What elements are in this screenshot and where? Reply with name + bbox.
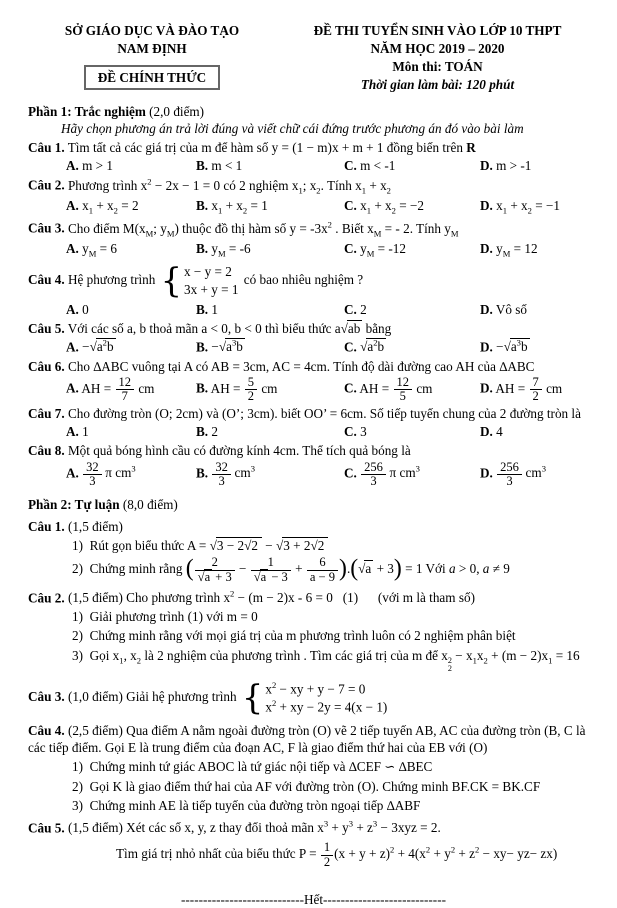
p2-line — [28, 819, 599, 837]
option-letter: A. — [66, 301, 79, 317]
option-value: AH = $\frac{12}{7}$ cm — [81, 374, 155, 403]
option — [196, 338, 344, 356]
option — [66, 461, 196, 488]
part2-heading-bold: Phần 2: Tự luận — [28, 496, 120, 512]
option — [196, 197, 344, 217]
option-value: $\frac{256}{3}$ $cm^3$ — [496, 465, 546, 480]
option — [66, 338, 196, 356]
option-letter: C. — [344, 241, 357, 257]
question — [28, 176, 599, 217]
option — [344, 338, 480, 356]
subject-line: Môn thi: TOÁN — [392, 59, 483, 75]
question-label: Câu 3. — [28, 220, 65, 236]
question-text: Cho đường tròn (O; 2cm) và (O’; 3cm). biết OO’ = 6cm. Số tiếp tuyến chung của 2 đường tròn là — [67, 406, 581, 422]
option-value: 1 — [211, 301, 218, 317]
part1-heading-rest: (2,0 điểm) — [145, 103, 205, 119]
options-row — [66, 157, 599, 174]
question-line — [28, 139, 599, 156]
option — [344, 461, 480, 488]
option-letter: B. — [196, 465, 209, 481]
option-letter: A. — [66, 424, 79, 440]
option-value: $x_1 + x_2 = 2$ — [82, 198, 139, 217]
option — [196, 240, 344, 260]
option-value: m > -1 — [496, 158, 532, 174]
option-value: $x_1 + x_2 = -1$ — [496, 198, 560, 217]
option — [480, 157, 599, 174]
question-label: Câu 1. — [28, 139, 65, 155]
p2-line — [72, 758, 599, 775]
question-text: Phương trình $x^2 - 2x - 1 = 0$ có 2 nghiệm $x_1$; $x_2$. Tính $x_1 + x_2$ — [67, 176, 391, 196]
p2-text: (2,5 điểm) Qua điểm A nằm ngoài đường tròn (O) vẽ 2 tiếp tuyến AB, AC của đường tròn (B, C là các tiếp điểm. Gọi E là trung điểm của đoạn AC, F là giao điểm thứ hai của EB với (O) — [28, 723, 586, 756]
option-value: AH = $\frac{5}{2}$ cm — [210, 374, 278, 403]
option-value: $x_1 + x_2 = -2$ — [360, 198, 424, 217]
option-value: 0 — [82, 301, 89, 317]
question-line — [28, 358, 599, 375]
part2-items — [28, 518, 599, 869]
option — [196, 301, 344, 318]
question-line — [28, 442, 599, 459]
question — [28, 139, 599, 174]
question-text: Tìm tất cả các giá trị của m để hàm số y = (1 − m)x + m + 1 đồng biến trên R — [67, 139, 476, 155]
official-exam-box: ĐỀ CHÍNH THỨC — [84, 65, 220, 90]
options-row — [66, 240, 599, 260]
question — [28, 358, 599, 404]
option-value: Vô số — [495, 301, 528, 317]
option-value: $\frac{32}{3}$ π $cm^3$ — [82, 465, 136, 480]
question — [28, 442, 599, 488]
option-letter: C. — [344, 301, 357, 317]
p2-label: Câu 3. — [28, 688, 65, 704]
option — [344, 301, 480, 318]
option-letter: C. — [344, 339, 357, 355]
p2-label: Câu 1. — [28, 519, 65, 535]
option-letter: A. — [66, 339, 79, 355]
option-letter: B. — [196, 424, 209, 440]
option — [480, 461, 599, 488]
question-text: Một quả bóng hình cầu có đường kính 4cm. Thể tích quả bóng là — [67, 443, 411, 459]
option-letter: A. — [66, 465, 79, 481]
option-letter: D. — [480, 198, 493, 214]
p2-text: 1) Rút gọn biểu thức A = √ 3 − 2 √ 2 − √ 3 + 2 √ 2 — [72, 538, 328, 553]
option-letter: C. — [344, 424, 357, 440]
option — [66, 301, 196, 318]
options-row — [66, 197, 599, 217]
option-value: $y_M = 12$ — [496, 241, 538, 260]
question — [28, 320, 599, 356]
department-location: NAM ĐỊNH — [117, 41, 187, 57]
option-value: √ $a^2b$ — [360, 339, 386, 354]
p2-text: (1,0 điểm) Giải hệ phương trình { $x^2$ − xy + y − 7 = 0 $x^2$ + xy − 2y = 4(x − 1) — [64, 677, 388, 717]
question-line — [28, 405, 599, 422]
option-letter: B. — [196, 198, 209, 214]
option-letter: A. — [66, 241, 79, 257]
duration-line: Thời gian làm bài: 120 phút — [360, 77, 515, 93]
question-text: Cho ∆ABC vuông tại A có AB = 3cm, AC = 4cm. Tính độ dài đường cao AH của ∆ABC — [67, 358, 535, 374]
options-row — [66, 301, 599, 318]
option-value: $y_M = -6$ — [211, 241, 251, 260]
option-value: − √ $a^3b$ — [211, 339, 244, 354]
p2-label: Câu 5. — [28, 820, 65, 836]
option — [344, 157, 480, 174]
option-letter: D. — [480, 339, 493, 355]
question — [28, 219, 599, 260]
option-letter: D. — [480, 158, 493, 174]
option-letter: C. — [344, 158, 357, 174]
p2-line — [72, 608, 599, 625]
part2-heading — [28, 496, 599, 513]
option-value: m > 1 — [82, 158, 114, 174]
option — [196, 423, 344, 440]
question-text: Hệ phương trình { x − y = 2 3x + y = 1 có bao nhiêu nghiệm ? — [67, 260, 364, 300]
option-letter: D. — [480, 301, 493, 317]
option-letter: C. — [344, 198, 357, 214]
p2-line — [28, 589, 599, 607]
option-letter: B. — [196, 158, 209, 174]
question-line — [28, 219, 599, 239]
p2-line — [72, 627, 599, 644]
option-letter: B. — [196, 339, 209, 355]
option-letter: B. — [196, 241, 209, 257]
question-text: Với các số a, b thoả mãn a < 0, b < 0 thì biểu thức a √ ab bằng — [68, 321, 392, 336]
question — [28, 405, 599, 440]
p2-text: 2) Chứng minh rằng với mọi giá trị của m phương trình luôn có 2 nghiệm phân biệt — [72, 628, 516, 644]
p2-text: 3) Gọi $x_1$, $x_2$ là 2 nghiệm của phương trình . Tìm các giá trị của m để x 2 2 − $x_1x_2 + (m - 2)x_1 = 16$ — [72, 647, 580, 674]
p2-line — [72, 797, 599, 814]
option — [480, 197, 599, 217]
option-value: 1 — [82, 424, 89, 440]
option-value: m < 1 — [211, 158, 243, 174]
option — [196, 157, 344, 174]
option-letter: D. — [480, 380, 493, 396]
option-value: AH = $\frac{12}{5}$ cm — [359, 374, 433, 403]
p2-text: 2) Gọi K là giao điểm thứ hai của AF với đường tròn (O). Chứng minh BF.CK = BK.CF — [72, 778, 541, 794]
part1-heading-bold: Phần 1: Trắc nghiệm — [28, 103, 146, 119]
p2-line — [28, 722, 599, 756]
option-value: $\frac{256}{3}$ π $cm^3$ — [360, 465, 420, 480]
header-right — [276, 22, 599, 95]
option — [344, 423, 480, 440]
p2-line — [72, 778, 599, 795]
options-row — [66, 461, 599, 488]
option — [480, 423, 599, 440]
questions-container — [28, 139, 599, 488]
p2-line — [28, 518, 599, 535]
options-row — [66, 376, 599, 403]
option-value: − √ $a^3b$ — [496, 339, 529, 354]
part2-heading-rest: (8,0 điểm) — [119, 496, 178, 512]
option-value: 2 — [211, 424, 218, 440]
department-name: SỞ GIÁO DỤC VÀ ĐÀO TẠO — [64, 23, 240, 38]
question — [28, 262, 599, 318]
option-value: m < -1 — [360, 158, 396, 174]
options-row — [66, 338, 599, 356]
exam-title: ĐỀ THI TUYỂN SINH VÀO LỚP 10 THPT — [313, 23, 562, 38]
part1-instruction: Hãy chọn phương án trả lời đúng và viết chữ cái đứng trước phương án đó vào bài làm — [61, 120, 524, 136]
header — [28, 22, 599, 95]
option-letter: C. — [344, 380, 357, 396]
option-value: $x_1 + x_2 = 1$ — [211, 198, 268, 217]
part1-heading — [28, 103, 599, 120]
option — [344, 376, 480, 403]
option — [196, 376, 344, 403]
option-value: $\frac{32}{3}$ $cm^3$ — [211, 465, 255, 480]
option — [66, 240, 196, 260]
option-letter: D. — [480, 424, 493, 440]
p2-line — [72, 556, 599, 583]
option-letter: A. — [66, 158, 79, 174]
option — [480, 338, 599, 356]
option — [66, 197, 196, 217]
header-left — [28, 22, 276, 95]
option-letter: A. — [66, 198, 79, 214]
p2-text: (1,5 điểm) — [64, 519, 123, 535]
option-letter: C. — [344, 465, 357, 481]
end-of-exam-line: ----------------------------Hết---------------------------- — [181, 891, 446, 907]
question-label: Câu 8. — [28, 443, 65, 459]
option-value: − √ $a^2b$ — [82, 339, 115, 354]
question-label: Câu 5. — [28, 320, 65, 336]
question-line — [28, 262, 599, 300]
option-letter: D. — [480, 465, 493, 481]
option-value: 4 — [496, 424, 503, 440]
question-label: Câu 2. — [28, 177, 65, 193]
option-value: 2 — [360, 301, 367, 317]
option-letter: B. — [196, 301, 209, 317]
p2-line — [28, 679, 599, 717]
p2-label: Câu 2. — [28, 590, 65, 606]
p2-text: 3) Chứng minh AE là tiếp tuyến của đường tròn ngoại tiếp ∆ABF — [72, 797, 421, 813]
option — [66, 376, 196, 403]
option — [480, 240, 599, 260]
p2-text: 2) Chứng minh rằng ( 2 √ a + 3 − 1 √ a − 3 + $\frac{6}{a - 9}$ ).( √ a + 3) = 1 Với a > 0, a ≠ 9 — [72, 561, 510, 576]
option-letter: B. — [196, 380, 209, 396]
school-year: NĂM HỌC 2019 – 2020 — [370, 41, 505, 57]
p2-text: (1,5 điểm) Cho phương trình $x^2 - (m - 2)x - 6 = 0$ (1) (với m là tham số) — [64, 588, 475, 606]
option — [66, 157, 196, 174]
question-line — [28, 176, 599, 196]
question-label: Câu 4. — [28, 272, 65, 287]
option-value: 3 — [360, 424, 367, 440]
option — [344, 197, 480, 217]
option-value: $y_M = 6$ — [82, 241, 117, 260]
p2-line — [116, 841, 599, 868]
option — [66, 423, 196, 440]
option-letter: A. — [66, 380, 79, 396]
p2-text: 1) Chứng minh tứ giác ABOC là tứ giác nội tiếp và ∆CEF ∽ ∆BEC — [72, 759, 433, 775]
p2-text: (1,5 điểm) Xét các số x, y, z thay đổi thoả mãn $x^3 + y^3 + z^3 - 3xyz = 2$. — [64, 818, 441, 836]
p2-text: Tìm giá trị nhỏ nhất của biểu thức P = $\frac{1}{2}$ $(x + y + z)^2 + 4(x^2 + y^2 + z^2 - xy- yz- zx)$ — [116, 840, 558, 869]
p2-label: Câu 4. — [28, 723, 65, 739]
question-label: Câu 7. — [28, 406, 65, 422]
p2-line — [72, 647, 599, 674]
option — [480, 376, 599, 403]
p2-text: 1) Giải phương trình (1) với m = 0 — [72, 609, 258, 625]
options-row — [66, 423, 599, 440]
question-line — [28, 320, 599, 337]
p2-line — [72, 537, 599, 554]
option-value: $y_M = -12$ — [360, 241, 406, 260]
option — [480, 301, 599, 318]
question-label: Câu 6. — [28, 358, 65, 374]
option-letter: D. — [480, 241, 493, 257]
option-value: AH = $\frac{7}{2}$ cm — [495, 374, 563, 403]
option — [344, 240, 480, 260]
option — [196, 461, 344, 488]
question-text: Cho điểm $M(x_M$; $y_M$) thuộc đồ thị hàm số $y = -3x^2$ . Biết $x_M$ = - 2. Tính $y_M$ — [67, 219, 459, 239]
